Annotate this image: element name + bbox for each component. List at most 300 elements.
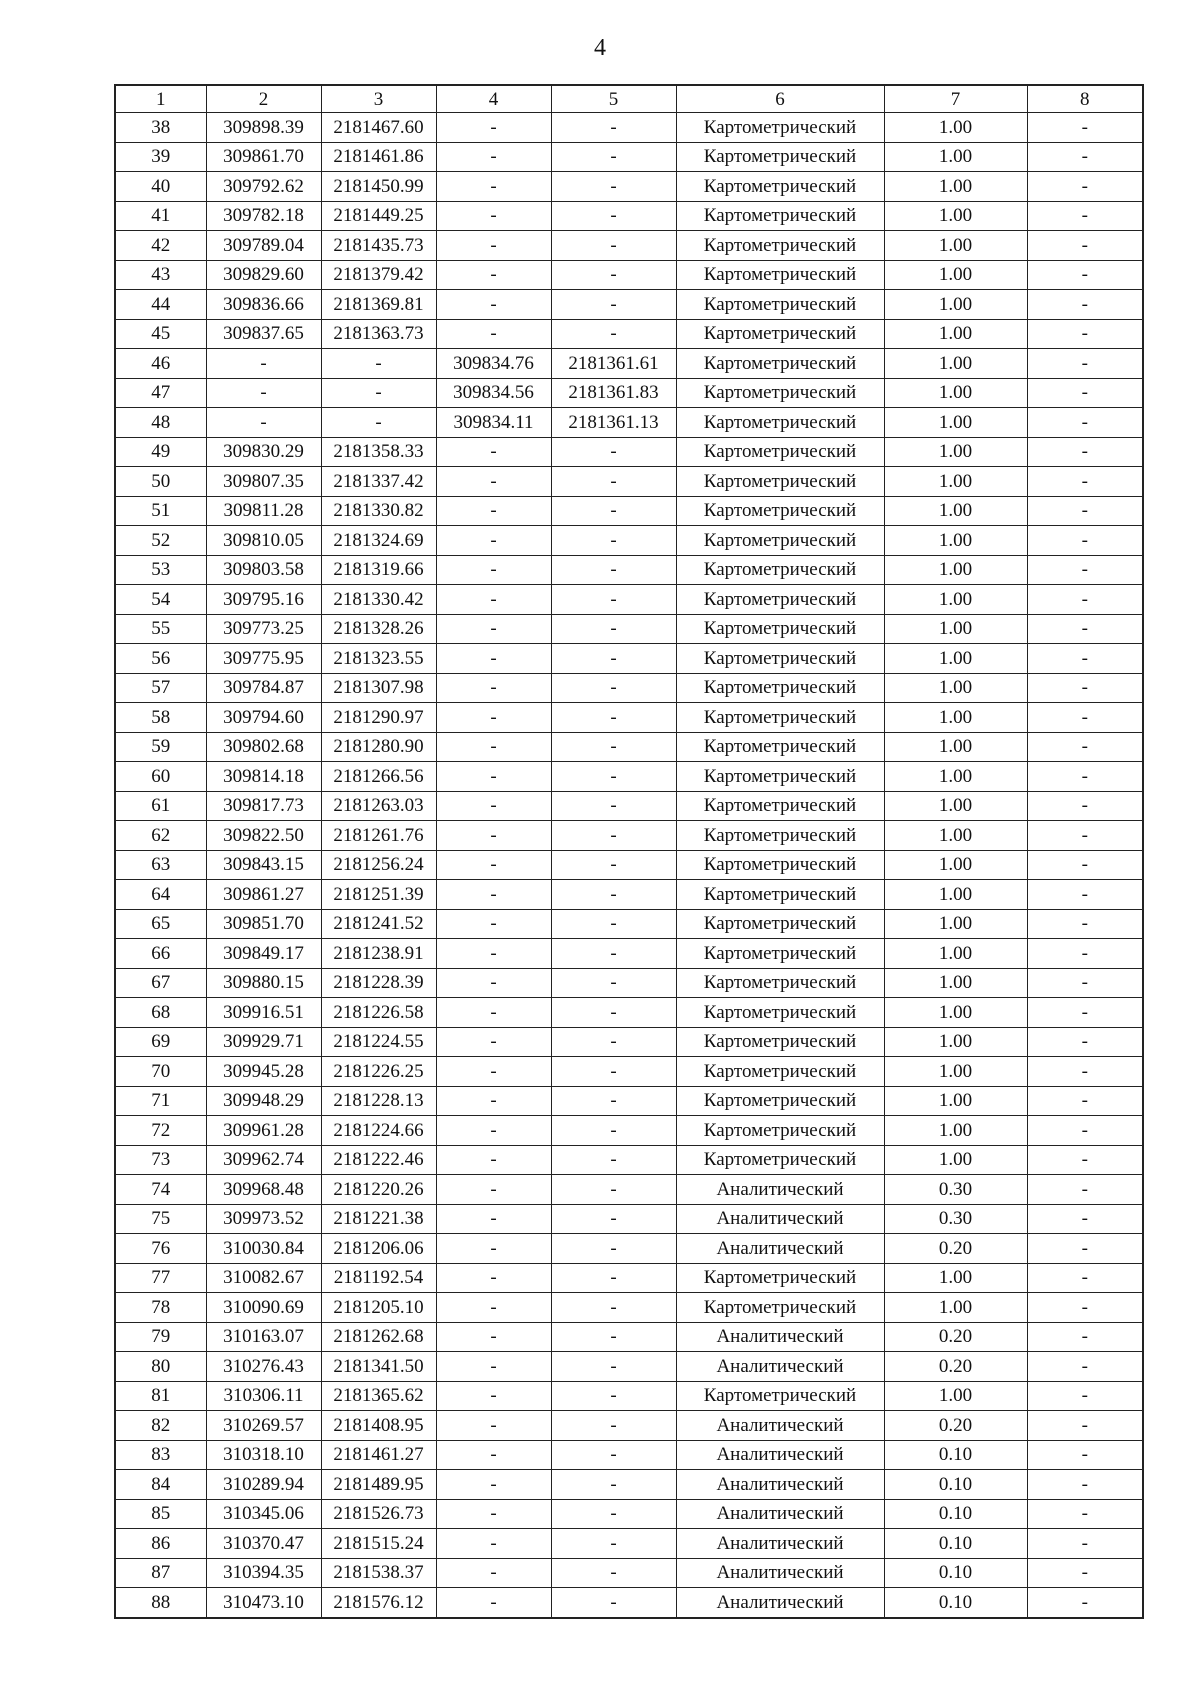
cell-y-coordinate: 2181435.73 (321, 231, 436, 261)
cell-x-coordinate-alt: - (436, 850, 551, 880)
cell-y-coordinate-alt: - (551, 1293, 676, 1323)
cell-accuracy: 1.00 (884, 378, 1027, 408)
cell-y-coordinate: 2181363.73 (321, 319, 436, 349)
cell-note: - (1027, 909, 1143, 939)
cell-x-coordinate: 309807.35 (206, 467, 321, 497)
cell-y-coordinate-alt: - (551, 113, 676, 143)
cell-y-coordinate-alt: - (551, 437, 676, 467)
table-row (115, 644, 1143, 674)
cell-y-coordinate-alt: - (551, 880, 676, 910)
cell-point-number: 66 (115, 939, 206, 969)
cell-y-coordinate-alt: - (551, 1440, 676, 1470)
cell-y-coordinate-alt: - (551, 260, 676, 290)
cell-accuracy: 1.00 (884, 467, 1027, 497)
cell-x-coordinate: 309773.25 (206, 614, 321, 644)
cell-x-coordinate-alt: - (436, 1027, 551, 1057)
cell-method: Аналитический (676, 1440, 884, 1470)
cell-x-coordinate: - (206, 349, 321, 379)
cell-point-number: 76 (115, 1234, 206, 1264)
cell-accuracy: 1.00 (884, 1145, 1027, 1175)
cell-x-coordinate: 309851.70 (206, 909, 321, 939)
cell-note: - (1027, 1411, 1143, 1441)
cell-y-coordinate: 2181449.25 (321, 201, 436, 231)
cell-point-number: 72 (115, 1116, 206, 1146)
cell-point-number: 81 (115, 1381, 206, 1411)
cell-x-coordinate-alt: - (436, 555, 551, 585)
cell-x-coordinate-alt: - (436, 1529, 551, 1559)
cell-x-coordinate: 310269.57 (206, 1411, 321, 1441)
table-row (115, 496, 1143, 526)
cell-note: - (1027, 319, 1143, 349)
cell-note: - (1027, 850, 1143, 880)
cell-x-coordinate: 309775.95 (206, 644, 321, 674)
cell-x-coordinate-alt: - (436, 1263, 551, 1293)
cell-x-coordinate-alt: - (436, 998, 551, 1028)
column-header-y-coordinate-alt: 5 (551, 85, 676, 113)
cell-x-coordinate: 309794.60 (206, 703, 321, 733)
cell-method: Картометрический (676, 1293, 884, 1323)
cell-point-number: 53 (115, 555, 206, 585)
cell-point-number: 51 (115, 496, 206, 526)
cell-note: - (1027, 673, 1143, 703)
cell-y-coordinate-alt: 2181361.83 (551, 378, 676, 408)
cell-x-coordinate: 310306.11 (206, 1381, 321, 1411)
cell-note: - (1027, 880, 1143, 910)
table-row (115, 732, 1143, 762)
table-row (115, 1440, 1143, 1470)
cell-accuracy: 1.00 (884, 909, 1027, 939)
table-row (115, 821, 1143, 851)
cell-accuracy: 1.00 (884, 762, 1027, 792)
cell-y-coordinate: 2181228.13 (321, 1086, 436, 1116)
cell-note: - (1027, 555, 1143, 585)
cell-point-number: 41 (115, 201, 206, 231)
cell-note: - (1027, 1558, 1143, 1588)
cell-point-number: 88 (115, 1588, 206, 1618)
cell-accuracy: 0.10 (884, 1558, 1027, 1588)
cell-note: - (1027, 1440, 1143, 1470)
cell-x-coordinate-alt: - (436, 614, 551, 644)
cell-accuracy: 0.10 (884, 1470, 1027, 1500)
cell-y-coordinate: - (321, 378, 436, 408)
cell-point-number: 82 (115, 1411, 206, 1441)
table-row (115, 998, 1143, 1028)
cell-y-coordinate-alt: - (551, 1352, 676, 1382)
cell-method: Картометрический (676, 408, 884, 438)
cell-y-coordinate: 2181205.10 (321, 1293, 436, 1323)
cell-x-coordinate-alt: - (436, 1411, 551, 1441)
cell-y-coordinate-alt: - (551, 791, 676, 821)
cell-note: - (1027, 408, 1143, 438)
cell-x-coordinate: 309811.28 (206, 496, 321, 526)
cell-y-coordinate-alt: 2181361.13 (551, 408, 676, 438)
cell-method: Картометрический (676, 1263, 884, 1293)
cell-x-coordinate: 309782.18 (206, 201, 321, 231)
cell-y-coordinate-alt: - (551, 467, 676, 497)
cell-y-coordinate: 2181489.95 (321, 1470, 436, 1500)
cell-x-coordinate: 309898.39 (206, 113, 321, 143)
cell-method: Картометрический (676, 349, 884, 379)
cell-x-coordinate: - (206, 408, 321, 438)
cell-y-coordinate: 2181206.06 (321, 1234, 436, 1264)
cell-x-coordinate-alt: - (436, 1086, 551, 1116)
cell-accuracy: 0.20 (884, 1411, 1027, 1441)
cell-x-coordinate: 310030.84 (206, 1234, 321, 1264)
cell-method: Аналитический (676, 1234, 884, 1264)
cell-y-coordinate-alt: - (551, 201, 676, 231)
cell-y-coordinate: 2181328.26 (321, 614, 436, 644)
cell-accuracy: 1.00 (884, 968, 1027, 998)
cell-point-number: 46 (115, 349, 206, 379)
cell-accuracy: 1.00 (884, 791, 1027, 821)
table-row (115, 968, 1143, 998)
table-row (115, 1293, 1143, 1323)
column-header-x-coordinate: 2 (206, 85, 321, 113)
cell-x-coordinate: - (206, 378, 321, 408)
cell-y-coordinate-alt: - (551, 673, 676, 703)
cell-y-coordinate-alt: - (551, 1322, 676, 1352)
cell-note: - (1027, 1381, 1143, 1411)
cell-method: Картометрический (676, 850, 884, 880)
cell-method: Картометрический (676, 555, 884, 585)
cell-accuracy: 1.00 (884, 1116, 1027, 1146)
cell-point-number: 49 (115, 437, 206, 467)
cell-method: Картометрический (676, 496, 884, 526)
table-row (115, 1352, 1143, 1382)
table-row (115, 1027, 1143, 1057)
cell-y-coordinate: 2181251.39 (321, 880, 436, 910)
cell-accuracy: 1.00 (884, 349, 1027, 379)
cell-y-coordinate: 2181365.62 (321, 1381, 436, 1411)
cell-x-coordinate-alt: 309834.76 (436, 349, 551, 379)
cell-y-coordinate: 2181220.26 (321, 1175, 436, 1205)
cell-x-coordinate-alt: - (436, 467, 551, 497)
cell-x-coordinate: 310090.69 (206, 1293, 321, 1323)
cell-x-coordinate-alt: - (436, 1352, 551, 1382)
cell-note: - (1027, 644, 1143, 674)
cell-note: - (1027, 791, 1143, 821)
cell-y-coordinate: 2181408.95 (321, 1411, 436, 1441)
column-header-point-number: 1 (115, 85, 206, 113)
cell-x-coordinate: 309849.17 (206, 939, 321, 969)
cell-y-coordinate: 2181330.42 (321, 585, 436, 615)
table-body (115, 113, 1143, 1618)
cell-method: Картометрический (676, 673, 884, 703)
cell-x-coordinate: 309836.66 (206, 290, 321, 320)
table-row (115, 172, 1143, 202)
table-row (115, 880, 1143, 910)
cell-x-coordinate-alt: - (436, 791, 551, 821)
cell-point-number: 83 (115, 1440, 206, 1470)
cell-accuracy: 1.00 (884, 201, 1027, 231)
cell-accuracy: 0.10 (884, 1499, 1027, 1529)
cell-point-number: 45 (115, 319, 206, 349)
cell-y-coordinate: 2181379.42 (321, 260, 436, 290)
table-row (115, 113, 1143, 143)
cell-point-number: 79 (115, 1322, 206, 1352)
cell-y-coordinate: 2181261.76 (321, 821, 436, 851)
cell-x-coordinate: 310082.67 (206, 1263, 321, 1293)
cell-y-coordinate: 2181290.97 (321, 703, 436, 733)
cell-accuracy: 1.00 (884, 526, 1027, 556)
cell-note: - (1027, 113, 1143, 143)
cell-x-coordinate-alt: - (436, 585, 551, 615)
cell-note: - (1027, 1263, 1143, 1293)
cell-y-coordinate: 2181221.38 (321, 1204, 436, 1234)
cell-point-number: 84 (115, 1470, 206, 1500)
cell-y-coordinate-alt: - (551, 319, 676, 349)
cell-note: - (1027, 172, 1143, 202)
cell-x-coordinate-alt: - (436, 880, 551, 910)
cell-point-number: 58 (115, 703, 206, 733)
cell-y-coordinate-alt: - (551, 1057, 676, 1087)
cell-point-number: 44 (115, 290, 206, 320)
table-row (115, 437, 1143, 467)
cell-method: Аналитический (676, 1411, 884, 1441)
column-header-note: 8 (1027, 85, 1143, 113)
cell-note: - (1027, 998, 1143, 1028)
cell-y-coordinate-alt: - (551, 762, 676, 792)
cell-method: Картометрический (676, 939, 884, 969)
cell-x-coordinate: 309861.27 (206, 880, 321, 910)
cell-note: - (1027, 703, 1143, 733)
table-row (115, 703, 1143, 733)
cell-x-coordinate-alt: - (436, 1499, 551, 1529)
table-row (115, 791, 1143, 821)
cell-accuracy: 1.00 (884, 290, 1027, 320)
cell-note: - (1027, 1204, 1143, 1234)
cell-method: Картометрический (676, 437, 884, 467)
cell-x-coordinate: 310394.35 (206, 1558, 321, 1588)
cell-x-coordinate-alt: - (436, 1440, 551, 1470)
cell-point-number: 77 (115, 1263, 206, 1293)
cell-note: - (1027, 201, 1143, 231)
cell-accuracy: 0.10 (884, 1529, 1027, 1559)
cell-note: - (1027, 467, 1143, 497)
cell-y-coordinate-alt: - (551, 290, 676, 320)
cell-method: Аналитический (676, 1352, 884, 1382)
cell-y-coordinate-alt: 2181361.61 (551, 349, 676, 379)
cell-note: - (1027, 1057, 1143, 1087)
cell-y-coordinate-alt: - (551, 821, 676, 851)
cell-accuracy: 0.10 (884, 1588, 1027, 1618)
cell-point-number: 63 (115, 850, 206, 880)
cell-x-coordinate: 309795.16 (206, 585, 321, 615)
cell-x-coordinate-alt: - (436, 703, 551, 733)
cell-note: - (1027, 496, 1143, 526)
cell-method: Картометрический (676, 467, 884, 497)
table-row (115, 850, 1143, 880)
cell-y-coordinate-alt: - (551, 142, 676, 172)
cell-note: - (1027, 1470, 1143, 1500)
cell-accuracy: 1.00 (884, 880, 1027, 910)
cell-accuracy: 1.00 (884, 408, 1027, 438)
cell-method: Картометрический (676, 113, 884, 143)
cell-y-coordinate: 2181467.60 (321, 113, 436, 143)
cell-accuracy: 1.00 (884, 732, 1027, 762)
cell-accuracy: 1.00 (884, 319, 1027, 349)
cell-method: Картометрический (676, 732, 884, 762)
cell-x-coordinate: 309973.52 (206, 1204, 321, 1234)
cell-note: - (1027, 1027, 1143, 1057)
cell-method: Картометрический (676, 585, 884, 615)
cell-note: - (1027, 1529, 1143, 1559)
cell-method: Картометрический (676, 1116, 884, 1146)
table-row (115, 378, 1143, 408)
cell-method: Картометрический (676, 762, 884, 792)
cell-accuracy: 1.00 (884, 172, 1027, 202)
cell-note: - (1027, 821, 1143, 851)
table-row (115, 290, 1143, 320)
table-row (115, 1057, 1143, 1087)
cell-y-coordinate: 2181358.33 (321, 437, 436, 467)
cell-x-coordinate-alt: - (436, 142, 551, 172)
cell-x-coordinate-alt: - (436, 732, 551, 762)
cell-point-number: 73 (115, 1145, 206, 1175)
cell-y-coordinate: - (321, 408, 436, 438)
table-row (115, 614, 1143, 644)
cell-point-number: 80 (115, 1352, 206, 1382)
cell-method: Картометрический (676, 791, 884, 821)
cell-x-coordinate: 309802.68 (206, 732, 321, 762)
cell-y-coordinate-alt: - (551, 703, 676, 733)
cell-y-coordinate: 2181330.82 (321, 496, 436, 526)
cell-y-coordinate: 2181538.37 (321, 1558, 436, 1588)
cell-accuracy: 1.00 (884, 1381, 1027, 1411)
cell-x-coordinate: 310473.10 (206, 1588, 321, 1618)
table-row (115, 585, 1143, 615)
cell-x-coordinate-alt: - (436, 1234, 551, 1264)
cell-point-number: 71 (115, 1086, 206, 1116)
cell-x-coordinate-alt: - (436, 437, 551, 467)
cell-x-coordinate-alt: - (436, 821, 551, 851)
cell-accuracy: 1.00 (884, 939, 1027, 969)
cell-x-coordinate-alt: - (436, 673, 551, 703)
cell-accuracy: 1.00 (884, 496, 1027, 526)
table-row (115, 1499, 1143, 1529)
table-row (115, 349, 1143, 379)
cell-method: Картометрический (676, 880, 884, 910)
cell-y-coordinate-alt: - (551, 850, 676, 880)
cell-y-coordinate-alt: - (551, 1588, 676, 1618)
cell-note: - (1027, 437, 1143, 467)
cell-point-number: 67 (115, 968, 206, 998)
cell-method: Аналитический (676, 1204, 884, 1234)
cell-note: - (1027, 762, 1143, 792)
cell-y-coordinate-alt: - (551, 968, 676, 998)
cell-y-coordinate-alt: - (551, 1116, 676, 1146)
table-header (115, 85, 1143, 113)
cell-method: Картометрический (676, 260, 884, 290)
cell-y-coordinate: 2181192.54 (321, 1263, 436, 1293)
coordinates-table (114, 84, 1144, 1619)
cell-x-coordinate: 309916.51 (206, 998, 321, 1028)
cell-note: - (1027, 1175, 1143, 1205)
cell-y-coordinate: 2181256.24 (321, 850, 436, 880)
cell-accuracy: 1.00 (884, 260, 1027, 290)
cell-accuracy: 1.00 (884, 231, 1027, 261)
cell-note: - (1027, 1322, 1143, 1352)
cell-x-coordinate: 310276.43 (206, 1352, 321, 1382)
table-row (115, 673, 1143, 703)
header-row (115, 85, 1143, 113)
cell-x-coordinate: 309803.58 (206, 555, 321, 585)
cell-y-coordinate-alt: - (551, 732, 676, 762)
cell-method: Картометрический (676, 378, 884, 408)
cell-method: Картометрический (676, 998, 884, 1028)
cell-y-coordinate: 2181341.50 (321, 1352, 436, 1382)
cell-note: - (1027, 1352, 1143, 1382)
cell-note: - (1027, 231, 1143, 261)
cell-method: Аналитический (676, 1470, 884, 1500)
cell-y-coordinate-alt: - (551, 1204, 676, 1234)
cell-x-coordinate-alt: - (436, 1293, 551, 1323)
cell-y-coordinate: 2181461.86 (321, 142, 436, 172)
cell-method: Картометрический (676, 526, 884, 556)
cell-method: Картометрический (676, 644, 884, 674)
cell-x-coordinate-alt: - (436, 1057, 551, 1087)
cell-x-coordinate: 310318.10 (206, 1440, 321, 1470)
cell-method: Аналитический (676, 1499, 884, 1529)
cell-x-coordinate: 309961.28 (206, 1116, 321, 1146)
cell-y-coordinate: 2181262.68 (321, 1322, 436, 1352)
table-row (115, 1263, 1143, 1293)
cell-method: Аналитический (676, 1558, 884, 1588)
cell-note: - (1027, 585, 1143, 615)
cell-accuracy: 1.00 (884, 1263, 1027, 1293)
cell-accuracy: 0.20 (884, 1322, 1027, 1352)
cell-y-coordinate-alt: - (551, 526, 676, 556)
cell-method: Картометрический (676, 1145, 884, 1175)
cell-y-coordinate-alt: - (551, 1558, 676, 1588)
cell-x-coordinate-alt: - (436, 1145, 551, 1175)
cell-x-coordinate: 309948.29 (206, 1086, 321, 1116)
cell-y-coordinate: 2181576.12 (321, 1588, 436, 1618)
table-row (115, 142, 1143, 172)
cell-y-coordinate: 2181337.42 (321, 467, 436, 497)
cell-note: - (1027, 1145, 1143, 1175)
cell-x-coordinate: 310345.06 (206, 1499, 321, 1529)
table-row (115, 526, 1143, 556)
table-row (115, 1234, 1143, 1264)
cell-note: - (1027, 732, 1143, 762)
table-row (115, 1558, 1143, 1588)
cell-x-coordinate-alt: - (436, 1116, 551, 1146)
cell-x-coordinate-alt: - (436, 113, 551, 143)
cell-x-coordinate-alt: - (436, 172, 551, 202)
cell-x-coordinate: 309945.28 (206, 1057, 321, 1087)
cell-y-coordinate-alt: - (551, 1175, 676, 1205)
cell-y-coordinate-alt: - (551, 1086, 676, 1116)
cell-x-coordinate-alt: - (436, 909, 551, 939)
table-row (115, 1470, 1143, 1500)
cell-accuracy: 0.30 (884, 1175, 1027, 1205)
cell-x-coordinate-alt: - (436, 201, 551, 231)
cell-note: - (1027, 939, 1143, 969)
cell-y-coordinate-alt: - (551, 998, 676, 1028)
cell-y-coordinate-alt: - (551, 1499, 676, 1529)
cell-method: Картометрический (676, 201, 884, 231)
cell-method: Картометрический (676, 821, 884, 851)
cell-method: Картометрический (676, 614, 884, 644)
table-row (115, 1204, 1143, 1234)
table-row (115, 1175, 1143, 1205)
table-row (115, 1086, 1143, 1116)
cell-x-coordinate-alt: - (436, 1381, 551, 1411)
cell-x-coordinate: 309817.73 (206, 791, 321, 821)
cell-y-coordinate: - (321, 349, 436, 379)
cell-point-number: 48 (115, 408, 206, 438)
